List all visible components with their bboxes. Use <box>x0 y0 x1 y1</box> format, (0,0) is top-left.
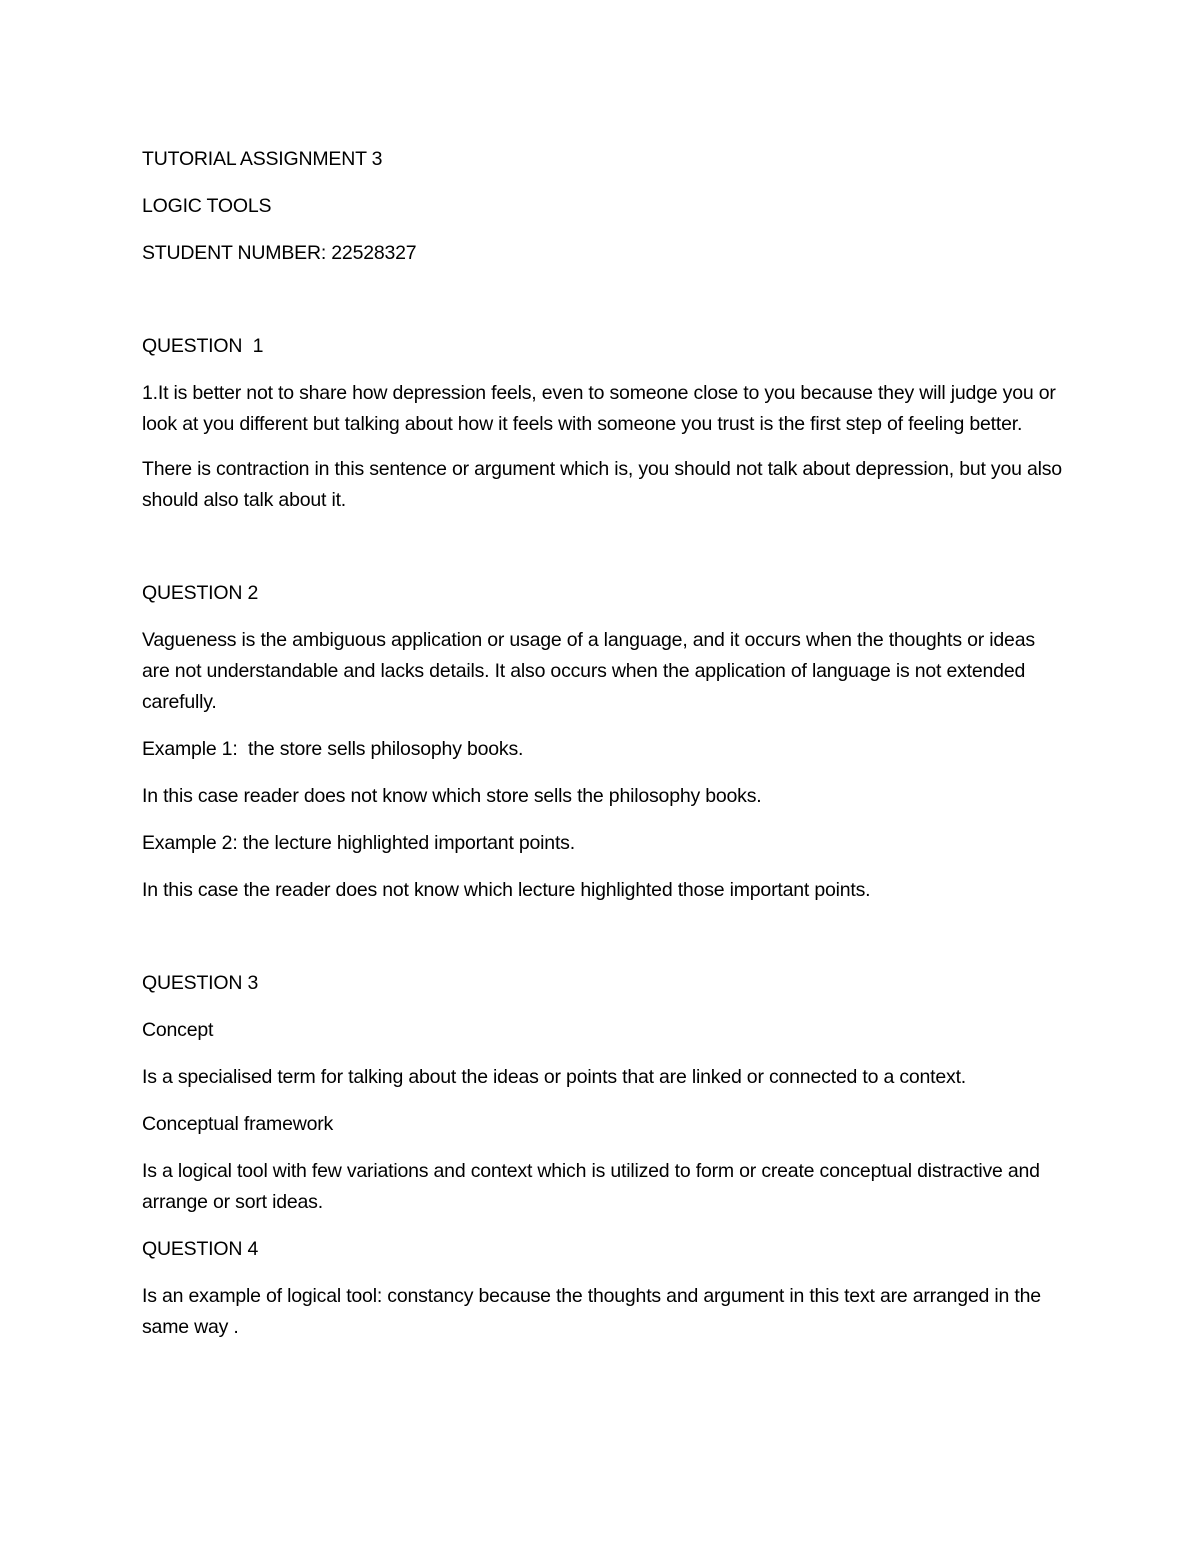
question-4-heading: QUESTION 4 <box>142 1238 259 1260</box>
student-number: STUDENT NUMBER: 22528327 <box>142 242 417 264</box>
question-3-heading: QUESTION 3 <box>142 972 259 994</box>
question-3-term-framework: Conceptual framework <box>142 1113 334 1135</box>
question-2-definition: Vagueness is the ambiguous application or usage of a language, and it occurs when the thoughts or ideas are not understandable and lacks details. It also occurs when the application of language is not extended carefully. <box>142 629 1041 713</box>
question-2-example-2: Example 2: the lecture highlighted important points. <box>142 832 575 854</box>
document-body <box>142 144 1068 1343</box>
question-1-answer: 1.It is better not to share how depression feels, even to someone close to you because they will judge you or look at you different but talking about how it feels with someone you trust is the first step of feeling better. <box>142 382 1061 435</box>
question-3-framework-definition: Is a logical tool with few variations and context which is utilized to form or create conceptual distractive and arrange or sort ideas. <box>142 1160 1046 1213</box>
question-1-explanation: There is contraction in this sentence or argument which is, you should not talk about depression, but you also should also talk about it. <box>142 458 1068 511</box>
subject-title: LOGIC TOOLS <box>142 195 272 217</box>
question-2-heading: QUESTION 2 <box>142 582 259 604</box>
question-2-example-2-note: In this case the reader does not know which lecture highlighted those important points. <box>142 879 871 901</box>
question-2-example-1: Example 1: the store sells philosophy books. <box>142 738 524 760</box>
question-3-term-concept: Concept <box>142 1019 214 1041</box>
question-1-heading: QUESTION 1 <box>142 335 264 357</box>
question-2-example-1-note: In this case reader does not know which store sells the philosophy books. <box>142 785 762 807</box>
question-3-concept-definition: Is a specialised term for talking about the ideas or points that are linked or connected to a context. <box>142 1066 967 1088</box>
question-4-answer: Is an example of logical tool: constancy because the thoughts and argument in this text are arranged in the same way . <box>142 1285 1047 1338</box>
assignment-title: TUTORIAL ASSIGNMENT 3 <box>142 148 383 170</box>
